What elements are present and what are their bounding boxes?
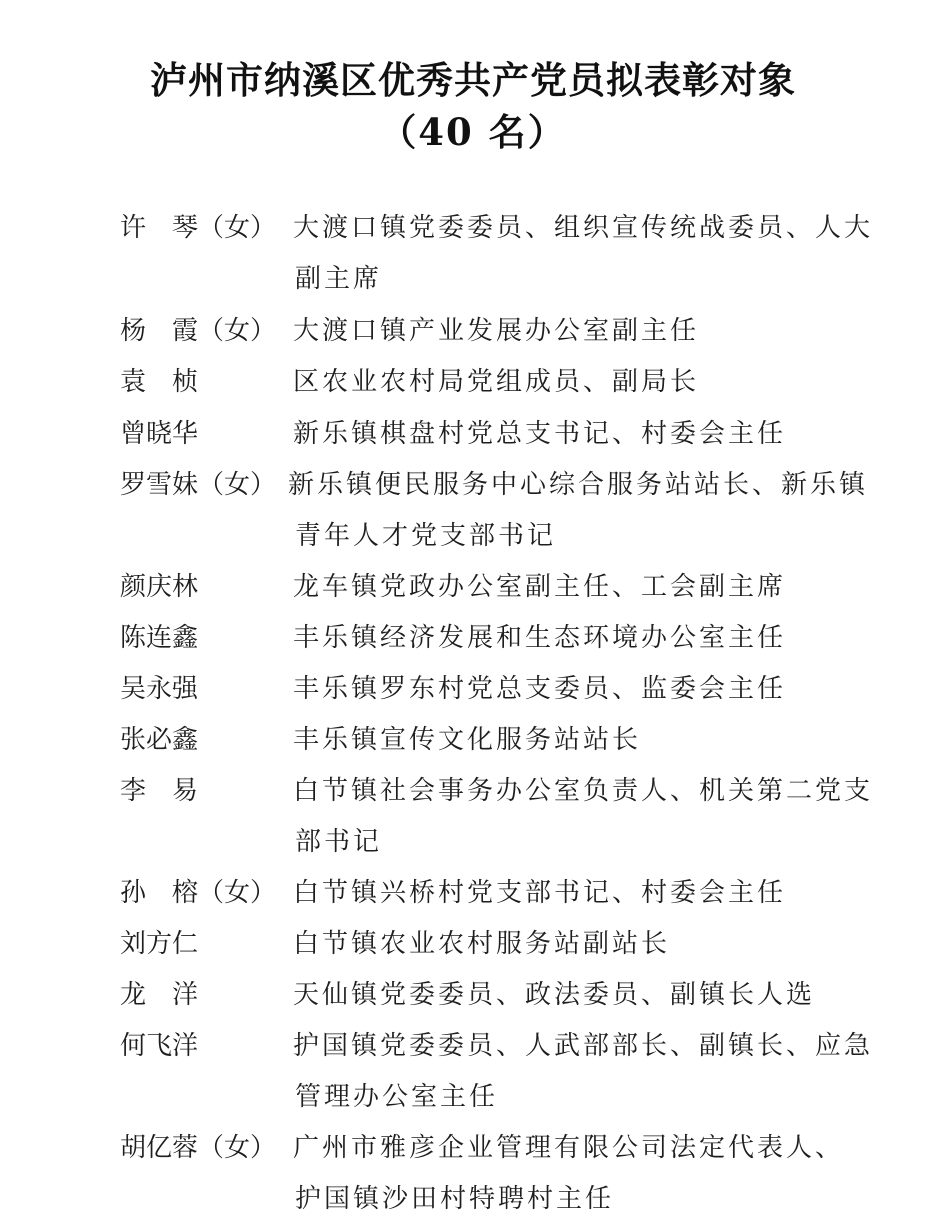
honoree-name: 陈连鑫 — [120, 623, 199, 653]
honoree-position-continued: 护国镇沙田村特聘村主任 — [295, 1184, 615, 1214]
honoree-position: 白节镇农业农村服务站副站长 — [293, 929, 671, 959]
honoree-position: 区农业农村局党组成员、副局长 — [293, 367, 700, 397]
honoree-position: 护国镇党委委员、人武部部长、副镇长、应急 — [293, 1031, 874, 1061]
honoree-name: 胡亿蓉（女） — [120, 1133, 277, 1163]
honoree-name: 颜庆林 — [120, 572, 199, 602]
honoree-position: 丰乐镇宣传文化服务站站长 — [293, 725, 642, 755]
honoree-position-continued: 青年人才党支部书记 — [295, 521, 557, 551]
honoree-name: 袁 桢 — [120, 367, 199, 397]
honoree-name: 刘方仁 — [120, 929, 199, 959]
document-title: 泸州市纳溪区优秀共产党员拟表彰对象 — [150, 58, 796, 102]
honoree-position: 白节镇兴桥村党支部书记、村委会主任 — [293, 878, 787, 908]
honoree-name: 吴永强 — [120, 674, 199, 704]
honoree-name: 杨 霞（女） — [120, 316, 277, 346]
honoree-name: 许 琴（女） — [120, 213, 277, 243]
honoree-position: 新乐镇棋盘村党总支书记、村委会主任 — [293, 419, 787, 449]
honoree-name: 孙 榕（女） — [120, 878, 277, 908]
honoree-position-continued: 副主席 — [295, 264, 383, 294]
honoree-position-continued: 管理办公室主任 — [295, 1082, 499, 1112]
honoree-name: 龙 洋 — [120, 980, 199, 1010]
honoree-name: 张必鑫 — [120, 725, 199, 755]
honoree-name: 李 易 — [120, 776, 199, 806]
honoree-position-continued: 部书记 — [295, 827, 383, 857]
honoree-name: 何飞洋 — [120, 1031, 199, 1061]
honoree-position: 天仙镇党委委员、政法委员、副镇长人选 — [293, 980, 816, 1010]
honoree-position: 丰乐镇经济发展和生态环境办公室主任 — [293, 623, 787, 653]
honoree-position: 新乐镇便民服务中心综合服务站站长、新乐镇 — [288, 470, 869, 500]
honoree-position: 大渡口镇党委委员、组织宣传统战委员、人大 — [293, 213, 874, 243]
document-count: （40 名） — [379, 110, 567, 154]
honoree-name: 曾晓华 — [120, 419, 199, 449]
honoree-name: 罗雪妹（女） — [120, 470, 277, 500]
honoree-position: 丰乐镇罗东村党总支委员、监委会主任 — [293, 674, 787, 704]
honoree-position: 广州市雅彦企业管理有限公司法定代表人、 — [293, 1133, 845, 1163]
honoree-position: 大渡口镇产业发展办公室副主任 — [293, 316, 700, 346]
honoree-position: 龙车镇党政办公室副主任、工会副主席 — [293, 572, 787, 602]
honoree-position: 白节镇社会事务办公室负责人、机关第二党支 — [293, 776, 874, 806]
